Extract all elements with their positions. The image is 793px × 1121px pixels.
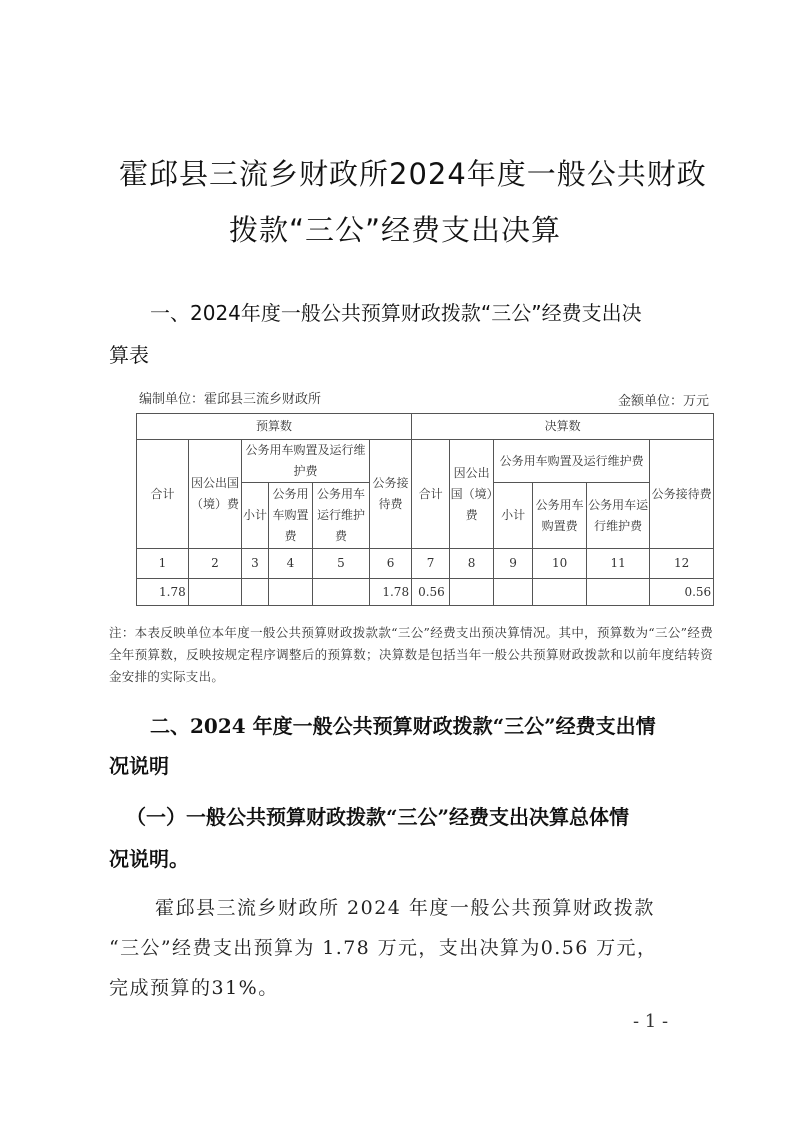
index-cell: 2 [189, 549, 242, 579]
final-reception-header: 公务接待费 [650, 440, 714, 549]
index-row [137, 549, 714, 579]
value-cell [587, 579, 650, 606]
budget-vehicle-group-header: 公务用车购置及运行维护费 [242, 440, 370, 483]
index-cell: 3 [242, 549, 269, 579]
budget-purchase-header: 公务用车购置费 [269, 483, 313, 549]
index-cell: 8 [450, 549, 494, 579]
three-public-expenses-table [136, 413, 714, 606]
value-cell: 0.56 [412, 579, 450, 606]
subsection1-heading-line-2: 况说明。 [109, 847, 189, 871]
budget-abroad-header: 因公出国（境）费 [189, 440, 242, 549]
value-cell [494, 579, 533, 606]
subsection1-heading-line-1: （一）一般公共预算财政拨款“三公”经费支出决算总体情 [126, 805, 630, 829]
index-cell: 11 [587, 549, 650, 579]
value-cell [450, 579, 494, 606]
index-cell: 1 [137, 549, 189, 579]
budget-operation-header: 公务用车运行维护费 [313, 483, 370, 549]
value-cell [189, 579, 242, 606]
compiling-unit: 编制单位：霍邱县三流乡财政所 [139, 392, 322, 407]
index-cell: 9 [494, 549, 533, 579]
budget-subtotal-header: 小计 [242, 483, 269, 549]
summary-paragraph-line-3: 完成预算的31%。 [109, 977, 279, 999]
final-total-header: 合计 [412, 440, 450, 549]
value-cell: 1.78 [137, 579, 189, 606]
index-cell: 5 [313, 549, 370, 579]
index-cell: 7 [412, 549, 450, 579]
amount-unit: 金额单位：万元 [618, 394, 710, 409]
budget-group-header: 预算数 [137, 414, 412, 440]
page-title-line-1: 霍邱县三流乡财政所2024年度一般公共财政 [119, 157, 707, 191]
index-cell: 4 [269, 549, 313, 579]
value-cell: 1.78 [370, 579, 412, 606]
value-cell: 0.56 [650, 579, 714, 606]
budget-total-header: 合计 [137, 440, 189, 549]
value-row [137, 579, 714, 606]
final-subtotal-header: 小计 [494, 483, 533, 549]
value-cell [242, 579, 269, 606]
page-title-line-2: 拨款“三公”经费支出决算 [229, 213, 562, 247]
section1-heading-line-2: 算表 [109, 343, 149, 367]
summary-paragraph-line-2: “三公”经费支出预算为 1.78 万元，支出决算为0.56 万元， [109, 937, 658, 959]
section2-heading-line-2: 况说明 [109, 754, 169, 778]
value-cell [269, 579, 313, 606]
section1-heading-line-1: 一、2024年度一般公共预算财政拨款“三公”经费支出决 [150, 301, 642, 325]
summary-paragraph-line-1: 霍邱县三流乡财政所 2024 年度一般公共预算财政拨款 [155, 897, 655, 919]
final-purchase-header: 公务用车购置费 [533, 483, 587, 549]
index-cell: 6 [370, 549, 412, 579]
value-cell [533, 579, 587, 606]
final-abroad-header: 因公出国（境）费 [450, 440, 494, 549]
table-note: 注：本表反映单位本年度一般公共预算财政拨款款“三公”经费支出预决算情况。其中，预算数为“三公”经费全年预算数，反映按规定程序调整后的预算数；决算数是包括当年一般公共预算财政拨款和以前年度结转资金安排的实际支出。 [109, 625, 713, 684]
index-cell: 10 [533, 549, 587, 579]
final-vehicle-group-header: 公务用车购置及运行维护费 [494, 440, 650, 483]
page-number: - 1 - [633, 1011, 669, 1032]
index-cell: 12 [650, 549, 714, 579]
final-group-header: 决算数 [412, 414, 714, 440]
budget-reception-header: 公务接待费 [370, 440, 412, 549]
final-operation-header: 公务用车运行维护费 [587, 483, 650, 549]
section2-heading-line-1: 二、2024 年度一般公共预算财政拨款“三公”经费支出情 [150, 714, 656, 738]
value-cell [313, 579, 370, 606]
